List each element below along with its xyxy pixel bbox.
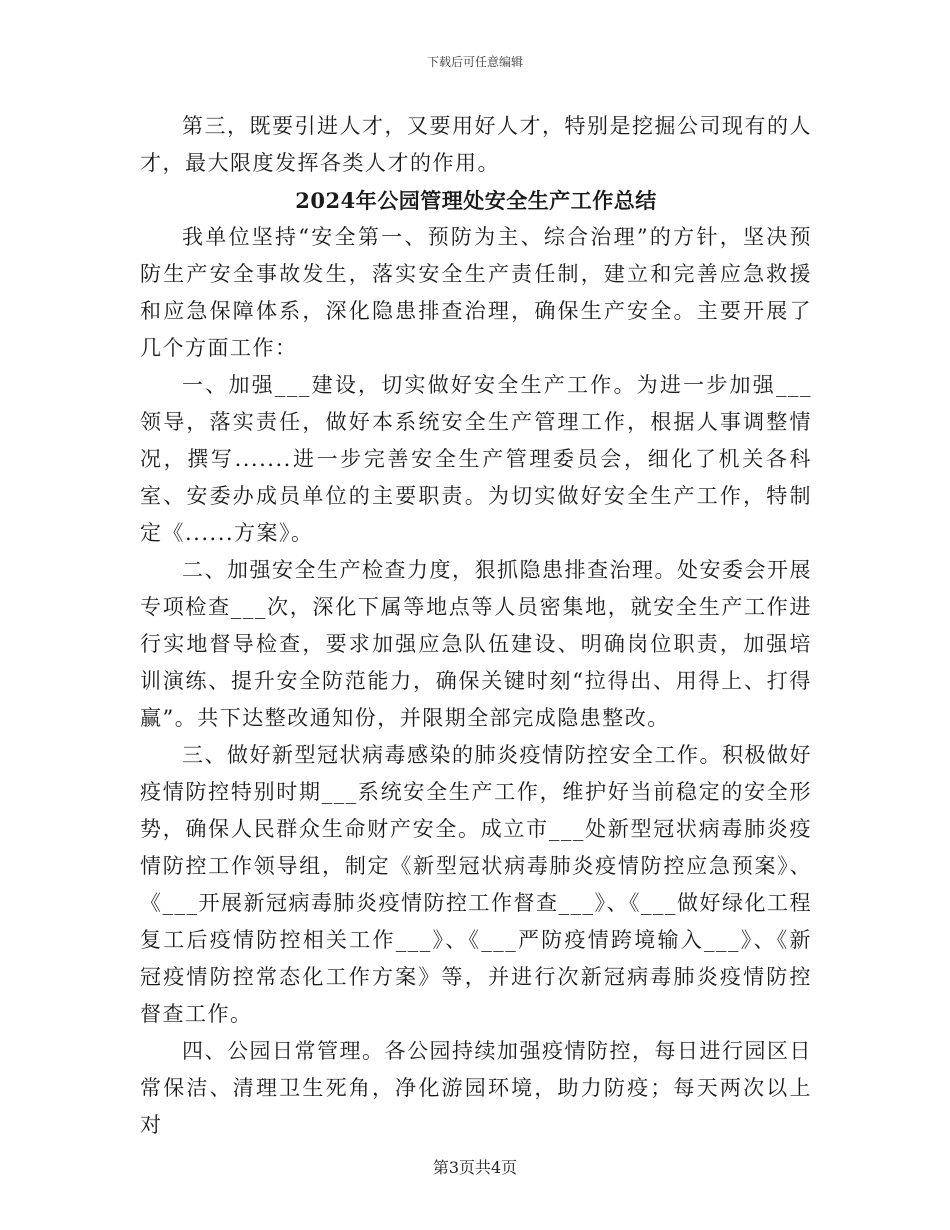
paragraph-principle: 我单位坚持“安全第一、预防为主、综合治理”的方针，坚决预防生产安全事故发生，落实安全生产责任制，建立和完善应急救援和应急保障体系，深化隐患排查治理，确保生产安全。主要开展了几个方面工作： — [140, 225, 812, 360]
header-note: 下载后可任意编辑 — [426, 55, 523, 69]
paragraph-section-1: 一、加强___建设，切实做好安全生产工作。为进一步加强___领导，落实责任，做好本系统安全生产管理工作，根据人事调整情况，撰写.......进一步完善安全生产管理委员会，细化了机关各科室、安委办成员单位的主要职责。为切实做好安全生产工作，特制定《......方案》。 — [140, 373, 812, 545]
document-body — [140, 108, 812, 1144]
paragraph-section-3: 三、做好新型冠状病毒感染的肺炎疫情防控安全工作。积极做好疫情防控特别时期___系统安全生产工作，维护好当前稳定的安全形势，确保人民群众生命财产安全。成立市___处新型冠状病毒肺炎疫情防控工作领导组，制定《新型冠状病毒肺炎疫情防控应急预案》、《___开展新冠病毒肺炎疫情防控工作督查___》、《___做好绿化工程复工后疫情防控相关工作___》、《___严防疫情跨境输入___》、《新冠疫情防控常态化工作方案》等，并进行次新冠病毒肺炎疫情防控督查工作。 — [140, 743, 812, 1026]
intro-paragraph: 第三，既要引进人才，又要用好人才，特别是挖掘公司现有的人才，最大限度发挥各类人才的作用。 — [140, 114, 812, 175]
page-indicator: 第3页共4页 — [432, 1158, 518, 1177]
document-title: 2024年公园管理处安全生产工作总结 — [295, 188, 657, 213]
paragraph-section-2: 二、加强安全生产检查力度，狠抓隐患排查治理。处安委会开展专项检查___次，深化下属等地点等人员密集地，就安全生产工作进行实地督导检查，要求加强应急队伍建设、明确岗位职责，加强培训演练、提升安全防范能力，确保关键时刻“拉得出、用得上、打得赢”。共下达整改通知份，并限期全部完成隐患整改。 — [140, 558, 812, 730]
paragraph-section-4: 四、公园日常管理。各公园持续加强疫情防控，每日进行园区日常保洁、清理卫生死角，净化游园环境，助力防疫；每天两次以上对 — [140, 1039, 812, 1137]
